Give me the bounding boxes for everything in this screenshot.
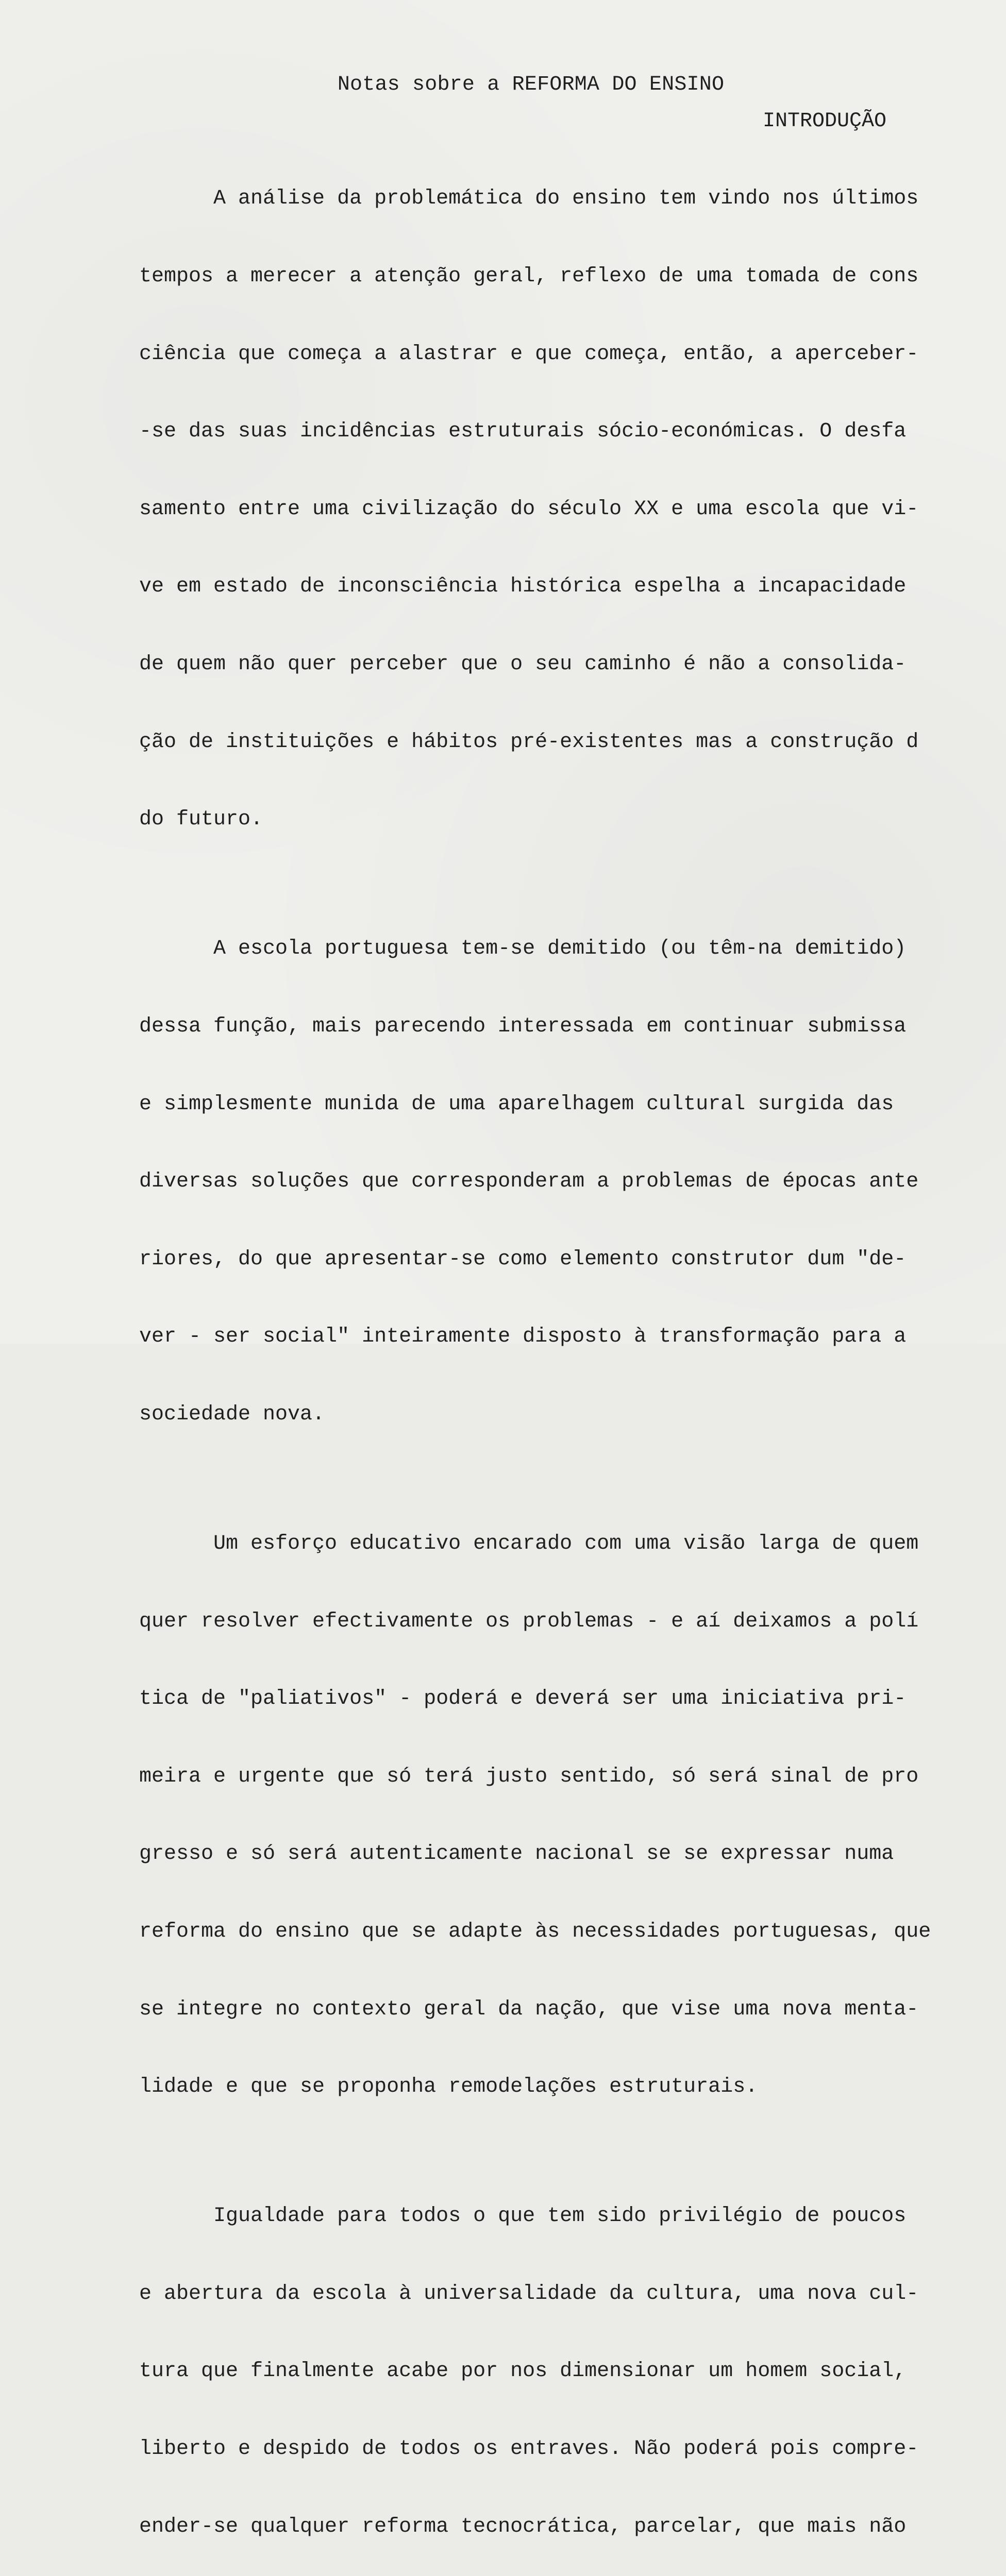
text-line: se integre no contexto geral da nação, que vise uma nova menta- (139, 1997, 919, 2021)
text-line: dessa função, mais parecendo interessada em continuar submissa (139, 1014, 907, 1038)
text-line: e simplesmente munida de uma aparelhagem cultural surgida das (139, 1092, 894, 1116)
text-line: tica de "paliativos" - poderá e deverá ser uma iniciativa pri- (139, 1687, 907, 1711)
text-line: liberto e despido de todos os entraves. Não poderá pois compre- (139, 2437, 919, 2461)
text-line: A análise da problemática do ensino tem vindo nos últimos (139, 187, 919, 211)
text-line: ve em estado de inconsciência histórica espelha a incapacidade (139, 575, 907, 599)
paragraph-1 (139, 134, 919, 885)
text-line: reforma do ensino que se adapte às necessidades portuguesas, que (139, 1920, 931, 1944)
text-line: meira e urgente que só terá justo sentido, só será sinal de pro (139, 1765, 919, 1788)
document-body (139, 72, 931, 2576)
text-line: ciência que começa a alastrar e que começa, então, a aperceber- (139, 342, 919, 366)
text-line: tempos a merecer a atenção geral, reflexo de uma tomada de cons (139, 265, 919, 289)
text-line: ender-se qualquer reforma tecnocrática, parcelar, que mais não (139, 2515, 907, 2538)
text-line: ver - ser social" inteiramente disposto à transformação para a (139, 1325, 907, 1349)
text-line: riores, do que apresentar-se como elemento construtor dum "de- (139, 1247, 907, 1271)
text-line: diversas soluções que corresponderam a problemas de épocas ante (139, 1170, 919, 1194)
text-line: quer resolver efectivamente os problemas - e aí deixamos a polí (139, 1609, 919, 1633)
text-line: Um esforço educativo encarado com uma visão larga de quem (139, 1532, 919, 1555)
paragraph-2 (139, 885, 919, 1480)
text-line: ção de instituições e hábitos pré-existentes mas a construção d (139, 730, 919, 754)
text-line: e abertura da escola à universalidade da cultura, uma nova cul- (139, 2282, 919, 2306)
heading-introducao: INTRODUÇÃO (762, 110, 886, 133)
text-line: lidade e que se proponha remodelações estruturais. (139, 2075, 758, 2099)
text-line: Igualdade para todos o que tem sido privilégio de poucos (139, 2205, 907, 2228)
text-line: A escola portuguesa tem-se demitido (ou têm-na demitido) (139, 937, 907, 961)
text-line: tura que finalmente acabe por nos dimensionar um homem social, (139, 2360, 907, 2383)
paragraph-3 (139, 1480, 931, 2152)
document-title: Notas sobre a REFORMA DO ENSINO (337, 73, 725, 96)
text-line: do futuro. (139, 808, 263, 832)
text-line: -se das suas incidências estruturais sócio-económicas. O desfa (139, 420, 907, 444)
text-line: samento entre uma civilização do século XX e uma escola que vi- (139, 497, 919, 521)
text-line: gresso e só será autenticamente nacional se se expressar numa (139, 1842, 894, 1866)
paragraph-4 (139, 2152, 919, 2576)
text-line: sociedade nova. (139, 1402, 325, 1426)
text-line: de quem não quer perceber que o seu caminho é não a consolida- (139, 653, 907, 676)
